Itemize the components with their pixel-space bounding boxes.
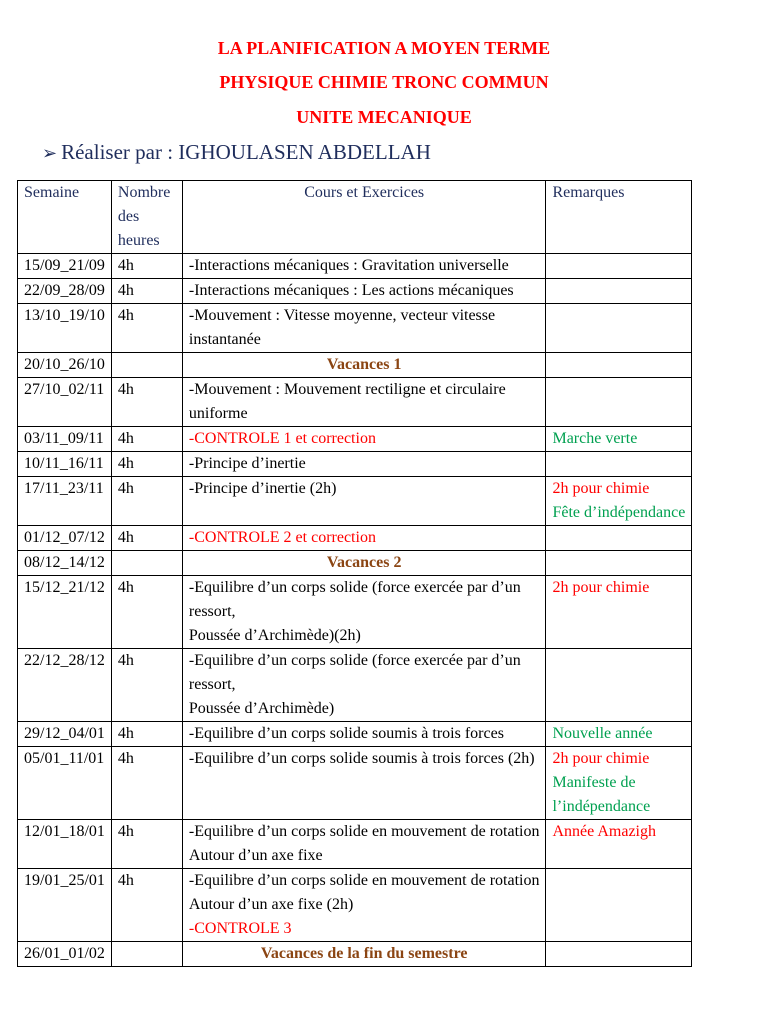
cell-heures (111, 353, 182, 378)
cell-cours (182, 254, 546, 279)
cell-semaine: 19/01_25/01 (18, 869, 112, 942)
table-row (18, 254, 692, 279)
cell-remarques (546, 747, 692, 820)
cell-cours (182, 820, 546, 869)
cours-line: instantanée (188, 331, 261, 348)
cell-semaine: 27/10_02/11 (18, 378, 112, 427)
cours-line: -CONTROLE 2 et correction (188, 529, 376, 546)
header-remarques: Remarques (546, 181, 692, 254)
cell-semaine: 05/01_11/01 (18, 747, 112, 820)
cours-line: Poussée d’Archimède) (188, 700, 335, 717)
remarque-line: Marche verte (552, 430, 638, 447)
title-subject: PHYSIQUE CHIMIE TRONC COMMUN (219, 72, 549, 92)
cell-remarques (546, 942, 692, 967)
cell-remarques (546, 649, 692, 722)
cell-cours (182, 526, 546, 551)
table-row (18, 747, 692, 820)
cours-line: -CONTROLE 1 et correction (188, 430, 376, 447)
cours-line: ressort, (188, 603, 236, 620)
cours-line: -Principe d’inertie (188, 455, 306, 472)
remarque-line: 2h pour chimie (552, 480, 650, 497)
cell-semaine: 01/12_07/12 (18, 526, 112, 551)
cours-line: -Equilibre d’un corps solide en mouvement de rotation (188, 823, 540, 840)
cell-cours (182, 722, 546, 747)
cell-remarques (546, 427, 692, 452)
remarque-line: Manifeste de (552, 774, 636, 791)
cell-semaine: 13/10_19/10 (18, 304, 112, 353)
header-nombre: Nombre des heures (111, 181, 182, 254)
cell-semaine: 22/09_28/09 (18, 279, 112, 304)
cours-line: -Equilibre d’un corps solide soumis à trois forces (188, 725, 504, 742)
vacances-label: Vacances 1 (182, 353, 546, 378)
cell-remarques (546, 722, 692, 747)
cours-line: -Equilibre d’un corps solide (force exercée par d’un (188, 579, 521, 596)
cell-remarques (546, 576, 692, 649)
title-unit: UNITE MECANIQUE (296, 107, 472, 127)
cell-heures: 4h (111, 576, 182, 649)
header-cours: Cours et Exercices (182, 181, 546, 254)
cell-cours (182, 649, 546, 722)
cell-heures: 4h (111, 427, 182, 452)
remarque-line: 2h pour chimie (552, 750, 650, 767)
table-row (18, 427, 692, 452)
table-row (18, 551, 692, 576)
cell-heures: 4h (111, 378, 182, 427)
cell-heures: 4h (111, 820, 182, 869)
author-text: Réaliser par : IGHOULASEN ABDELLAH (61, 140, 431, 164)
cours-line: Autour d’un axe fixe (2h) (188, 896, 354, 913)
table-header-row (18, 181, 692, 254)
arrow-bullet-icon: ➢ (42, 143, 58, 163)
cell-heures (111, 942, 182, 967)
cell-cours (182, 452, 546, 477)
cell-heures: 4h (111, 526, 182, 551)
cell-semaine: 15/12_21/12 (18, 576, 112, 649)
cell-remarques (546, 820, 692, 869)
cell-semaine: 22/12_28/12 (18, 649, 112, 722)
cours-line: -Equilibre d’un corps solide en mouvement de rotation (188, 872, 540, 889)
cell-semaine: 03/11_09/11 (18, 427, 112, 452)
table-row (18, 526, 692, 551)
cell-heures: 4h (111, 869, 182, 942)
table-row (18, 378, 692, 427)
cell-semaine: 10/11_16/11 (18, 452, 112, 477)
cours-line: -Equilibre d’un corps solide soumis à trois forces (2h) (188, 750, 535, 767)
table-row (18, 279, 692, 304)
cell-cours (182, 869, 546, 942)
title-planification: LA PLANIFICATION A MOYEN TERME (217, 38, 551, 58)
table-row (18, 452, 692, 477)
table-row (18, 649, 692, 722)
cours-line: -Interactions mécaniques : Les actions mécaniques (188, 282, 514, 299)
cell-remarques (546, 279, 692, 304)
table-row (18, 820, 692, 869)
cell-cours (182, 304, 546, 353)
table-row (18, 477, 692, 526)
remarque-line: Nouvelle année (552, 725, 653, 742)
cell-semaine: 08/12_14/12 (18, 551, 112, 576)
cell-semaine: 26/01_01/02 (18, 942, 112, 967)
cours-line: -Equilibre d’un corps solide (force exercée par d’un (188, 652, 521, 669)
cours-line: Autour d’un axe fixe (188, 847, 323, 864)
cours-line: Poussée d’Archimède)(2h) (188, 627, 361, 644)
cell-remarques (546, 353, 692, 378)
cell-heures: 4h (111, 452, 182, 477)
cell-heures: 4h (111, 747, 182, 820)
table-row (18, 722, 692, 747)
cell-heures: 4h (111, 477, 182, 526)
header-semaine: Semaine (18, 181, 112, 254)
cell-heures: 4h (111, 304, 182, 353)
cours-line: ressort, (188, 676, 236, 693)
cell-remarques (546, 378, 692, 427)
remarque-line: l’indépendance (552, 798, 651, 815)
cell-cours (182, 576, 546, 649)
cell-semaine: 29/12_04/01 (18, 722, 112, 747)
cours-line: uniforme (188, 405, 248, 422)
author-line (42, 140, 431, 165)
cell-heures (111, 551, 182, 576)
cell-cours (182, 279, 546, 304)
cell-heures: 4h (111, 722, 182, 747)
table-row (18, 869, 692, 942)
vacances-label: Vacances de la fin du semestre (182, 942, 546, 967)
cell-semaine: 20/10_26/10 (18, 353, 112, 378)
cell-cours (182, 477, 546, 526)
cell-cours (182, 378, 546, 427)
cell-remarques (546, 452, 692, 477)
remarque-line: 2h pour chimie (552, 579, 650, 596)
cell-semaine: 15/09_21/09 (18, 254, 112, 279)
cell-semaine: 17/11_23/11 (18, 477, 112, 526)
cours-line: -Interactions mécaniques : Gravitation universelle (188, 257, 509, 274)
table-row (18, 576, 692, 649)
planning-table (17, 180, 692, 967)
cours-line: -Mouvement : Mouvement rectiligne et circulaire (188, 381, 506, 398)
cell-cours (182, 427, 546, 452)
cell-semaine: 12/01_18/01 (18, 820, 112, 869)
cell-remarques (546, 477, 692, 526)
table-row (18, 353, 692, 378)
cell-cours (182, 747, 546, 820)
cell-remarques (546, 304, 692, 353)
vacances-label: Vacances 2 (182, 551, 546, 576)
cours-line: -CONTROLE 3 (188, 920, 292, 937)
table-row (18, 304, 692, 353)
cell-remarques (546, 526, 692, 551)
cell-heures: 4h (111, 649, 182, 722)
cell-remarques (546, 254, 692, 279)
cell-heures: 4h (111, 279, 182, 304)
table-row (18, 942, 692, 967)
remarque-line: Année Amazigh (552, 823, 656, 840)
cell-remarques (546, 869, 692, 942)
remarque-line: Fête d’indépendance (552, 504, 686, 521)
cell-remarques (546, 551, 692, 576)
cell-heures: 4h (111, 254, 182, 279)
cours-line: -Mouvement : Vitesse moyenne, vecteur vitesse (188, 307, 496, 324)
cours-line: -Principe d’inertie (2h) (188, 480, 337, 497)
